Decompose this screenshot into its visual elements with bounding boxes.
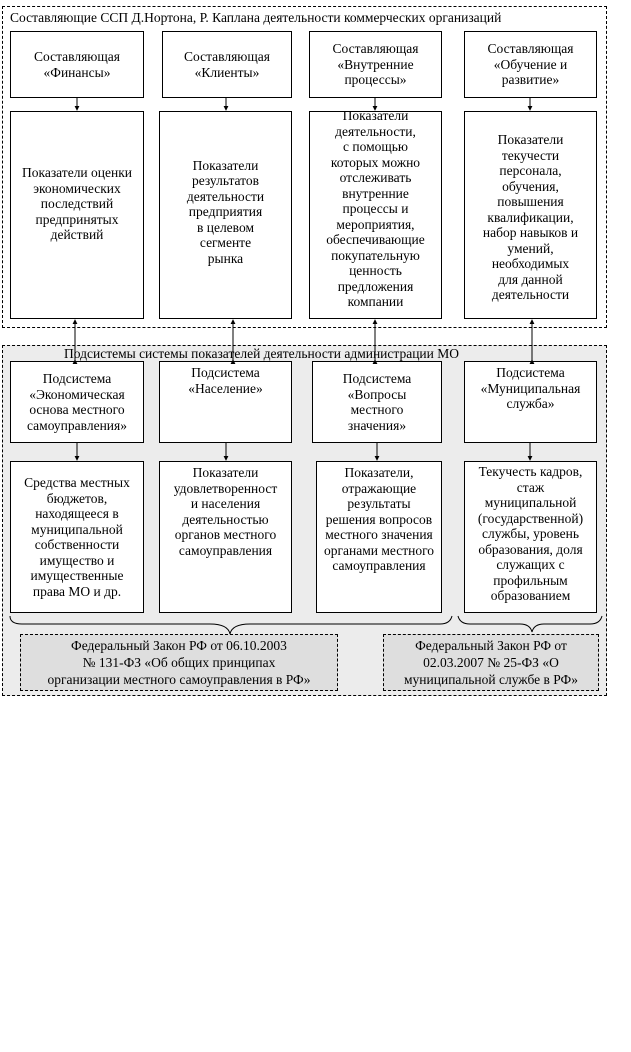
subsystem-population-box: Подсистема «Население» — [159, 361, 292, 443]
brace-right — [458, 616, 602, 632]
bottom-frame-title: Подсистемы системы показателей деятельности администрации МО — [64, 346, 460, 361]
indicator-municipal-service-box: Текучесть кадров, стаж муниципальной (государственной) службы, уровень образования, доля служащих с профильным образованием — [464, 461, 597, 613]
law-25-fz-box: Федеральный Закон РФ от 02.03.2007 № 25-ФЗ «О муниципальной службе в РФ» — [383, 634, 599, 691]
subsystem-municipal-service-box: Подсистема «Муниципальная служба» — [464, 361, 597, 443]
component-finance-box: Составляющая «Финансы» — [10, 31, 144, 98]
indicator-finance-box: Показатели оценки экономических последствий предпринятых действий — [10, 111, 144, 319]
indicator-learning-box: Показатели текучести персонала, обучения, повышения квалификации, набор навыков и умений, необходимых для данной деятельности — [464, 111, 597, 319]
subsystem-local-issues-box: Подсистема «Вопросы местного значения» — [312, 361, 442, 443]
component-clients-box: Составляющая «Клиенты» — [162, 31, 292, 98]
indicator-processes-box: Показатели деятельности, с помощью которых можно отслеживать внутренние процессы и мероприятия, обеспечивающие покупательную ценность предложения компании — [309, 111, 442, 319]
component-processes-box: Составляющая «Внутренние процессы» — [309, 31, 442, 98]
brace-left — [10, 616, 452, 634]
indicator-economy-box: Средства местных бюджетов, находящееся в муниципальной собственности имущество и имущественные права МО и др. — [10, 461, 144, 613]
indicator-local-issues-box: Показатели, отражающие результаты решения вопросов местного значения органами местного самоуправления — [316, 461, 442, 613]
indicator-clients-box: Показатели результатов деятельности предприятия в целевом сегменте рынка — [159, 111, 292, 319]
top-frame-title: Составляющие ССП Д.Нортона, Р. Каплана деятельности коммерческих организаций — [10, 10, 502, 25]
component-learning-box: Составляющая «Обучение и развитие» — [464, 31, 597, 98]
subsystem-economy-box: Подсистема «Экономическая основа местного самоуправления» — [10, 361, 144, 443]
law-131-fz-box: Федеральный Закон РФ от 06.10.2003 № 131-ФЗ «Об общих принципах организации местного самоуправления в РФ» — [20, 634, 338, 691]
indicator-population-box: Показатели удовлетворенност и населения деятельностью органов местного самоуправления — [159, 461, 292, 613]
